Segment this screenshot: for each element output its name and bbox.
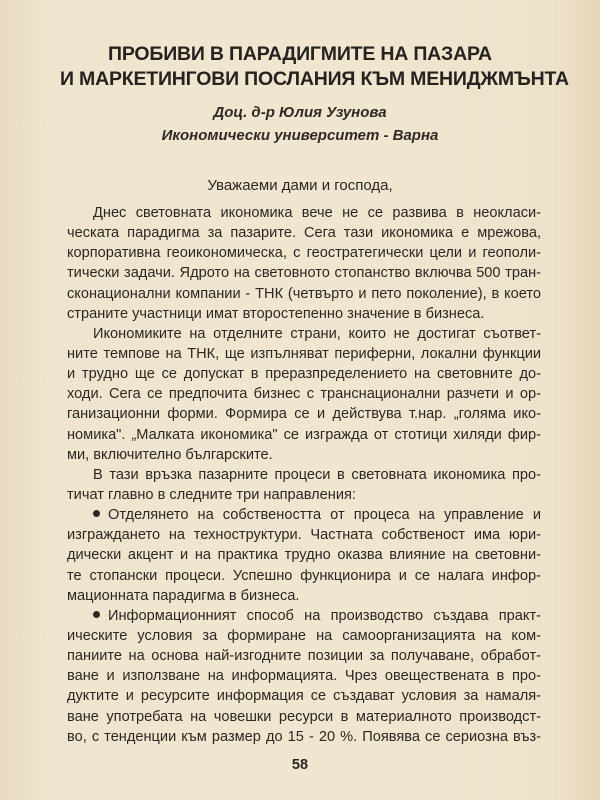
body-line: В тази връзка пазарните процеси в световната икономика про- bbox=[93, 466, 541, 483]
body-line: тически задачи. Ядрото на световното стопанство включва 500 тран- bbox=[67, 265, 541, 282]
bullet-line bbox=[67, 606, 541, 626]
body-line: сконационални компании - ТНК (четвърто и пето поколение), в което bbox=[67, 285, 541, 302]
body-line-text: Информационният способ на производство създава практ- bbox=[108, 607, 541, 624]
body-line: ганизационни форми. Формира се и действува т.нар. „голяма ико- bbox=[67, 406, 541, 423]
body-line: те стопански процеси. Успешно функционира и се налага инфор- bbox=[67, 567, 541, 584]
body-line: номика". „Малката икономика" се изгражда от стотици хиляди фир- bbox=[67, 426, 541, 443]
author-name: Доц. д-р Юлия Узунова bbox=[213, 104, 387, 121]
body-line: мационната парадигма в бизнеса. bbox=[67, 587, 300, 604]
page-number: 58 bbox=[291, 757, 309, 773]
body-line: тичат главно в следните три направления: bbox=[67, 486, 356, 503]
body-line: ване и използване на информацията. Чрез овеществената в про- bbox=[67, 668, 541, 685]
body-line-text: Отделянето на собствеността от процеса на управление и bbox=[108, 507, 541, 524]
body-line: ми, включително българските. bbox=[67, 446, 273, 463]
body-line: паниите на основа най-изгодните позиции за получаване, обработ- bbox=[67, 648, 541, 665]
body-line: ване употребата на човешки ресурси в материалното производст- bbox=[67, 708, 541, 725]
bullet-icon bbox=[93, 510, 100, 517]
body-line: Икономиките на отделните страни, които не достигат съответ- bbox=[93, 325, 541, 342]
body-line: дуктите и ресурсите информация се създават условия за намаля- bbox=[67, 688, 541, 705]
body-line: Днес световната икономика вече не се развива в неокласи- bbox=[93, 205, 541, 221]
body-line: во, с тенденции към размер до 15 - 20 %. Появява се сериозна въз- bbox=[67, 728, 541, 745]
bullet-line bbox=[67, 505, 541, 525]
body-line: ходи. Сега се предпочита бизнес с транснационални разчети и ор- bbox=[67, 386, 541, 403]
body-line: дически акцент и на практика трудно оказва влияние на световни- bbox=[67, 547, 541, 564]
body-line: корпоративна геоикономическа, с геостратегически цели и геополи- bbox=[67, 245, 541, 262]
author-affiliation: Икономически университет - Варна bbox=[161, 127, 439, 144]
bullet-icon bbox=[93, 611, 100, 618]
body-line: ните темпове на ТНК, ще изпълняват периферни, локални функции bbox=[67, 345, 541, 362]
title-line: И МАРКЕТИНГОВИ ПОСЛАНИЯ КЪМ МЕНИДЖМЪНТА bbox=[60, 68, 569, 90]
article-title bbox=[60, 42, 569, 92]
article-body bbox=[67, 203, 541, 747]
body-line: изграждането на техноструктури. Частната собственост има юри- bbox=[67, 527, 541, 544]
body-line: и трудно ще се допускат в преразпределението на световните до- bbox=[67, 366, 541, 383]
title-line: ПРОБИВИ В ПАРАДИГМИТЕ НА ПАЗАРА bbox=[108, 43, 492, 65]
body-line: ическите условия за формиране на самоорганизацията на ком- bbox=[67, 627, 541, 644]
greeting: Уважаеми дами и господа, bbox=[207, 177, 393, 194]
byline bbox=[60, 101, 540, 147]
body-line: ческата парадигма за пазарите. Сега тази икономика е мрежова, bbox=[67, 225, 541, 242]
body-line: страните участници имат второстепенно значение в бизнеса. bbox=[67, 305, 485, 322]
